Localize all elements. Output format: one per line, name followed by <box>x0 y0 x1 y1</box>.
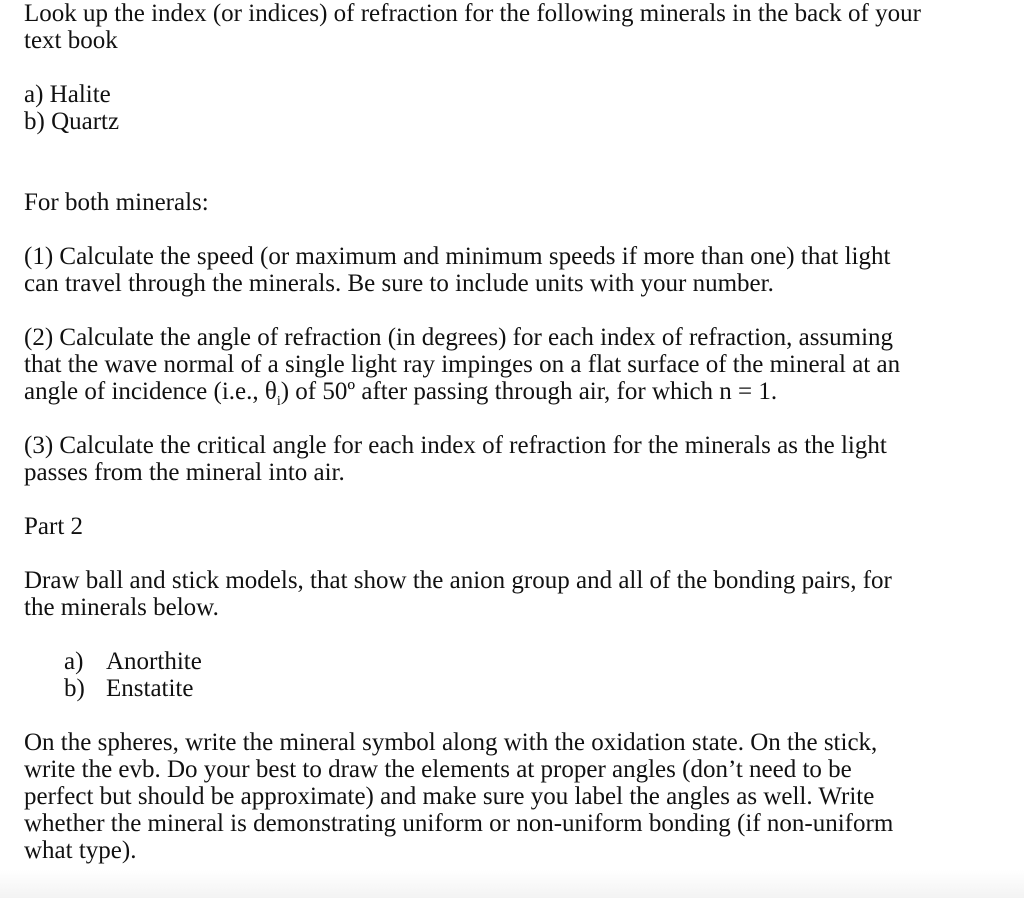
worksheet-document <box>24 0 1004 864</box>
mineral-name-enstatite: Enstatite <box>106 675 194 702</box>
question-3-line-1: (3) Calculate the critical angle for each index of refraction for the minerals as the light <box>24 432 887 459</box>
intro-paragraph <box>24 0 1004 54</box>
part2-instructions <box>24 567 1004 621</box>
question-3 <box>24 432 1004 486</box>
question-2-line-3 <box>24 378 1004 409</box>
question-1 <box>24 243 1004 297</box>
intro-line-2: text book <box>24 27 118 54</box>
part1-mineral-list <box>24 81 1004 135</box>
mineral-name-anorthite: Anorthite <box>106 648 202 675</box>
question-2-line-2: that the wave normal of a single light ray impinges on a flat surface of the mineral at an <box>24 351 901 378</box>
question-2-line-3-start: angle of incidence (i.e., θ <box>24 378 277 405</box>
both-minerals-heading <box>24 189 1004 216</box>
list-item-anorthite <box>64 648 1004 675</box>
both-minerals-heading-text: For both minerals: <box>24 189 209 216</box>
page-bottom-shadow <box>0 870 1024 898</box>
question-2 <box>24 324 1004 409</box>
final-instructions-line-4: whether the mineral is demonstrating uniform or non-uniform bonding (if non-uniform <box>24 810 894 837</box>
question-2-line-3-end: ) of 50º after passing through air, for which n = 1. <box>280 378 778 405</box>
final-instructions <box>24 729 1004 864</box>
mineral-item-halite: a) Halite <box>24 81 111 108</box>
final-instructions-line-3: perfect but should be approximate) and make sure you label the angles as well. Write <box>24 783 875 810</box>
list-item-enstatite <box>64 675 1004 702</box>
question-2-line-1: (2) Calculate the angle of refraction (in degrees) for each index of refraction, assuming <box>24 324 894 351</box>
part2-heading <box>24 513 1004 540</box>
part2-instructions-line-2: the minerals below. <box>24 594 219 621</box>
question-3-line-2: passes from the mineral into air. <box>24 459 345 486</box>
list-marker-b: b) <box>64 675 85 702</box>
theta-subscript: i <box>276 394 281 409</box>
question-1-line-1: (1) Calculate the speed (or maximum and minimum speeds if more than one) that light <box>24 243 891 270</box>
part2-heading-text: Part 2 <box>24 513 84 540</box>
part2-instructions-line-1: Draw ball and stick models, that show the anion group and all of the bonding pairs, for <box>24 567 892 594</box>
final-instructions-line-5: what type). <box>24 837 137 864</box>
intro-line-1: Look up the index (or indices) of refraction for the following minerals in the back of your <box>24 0 921 27</box>
question-1-line-2: can travel through the minerals. Be sure to include units with your number. <box>24 270 774 297</box>
mineral-item-quartz: b) Quartz <box>24 108 120 135</box>
final-instructions-line-1: On the spheres, write the mineral symbol along with the oxidation state. On the stick, <box>24 729 878 756</box>
final-instructions-line-2: write the evb. Do your best to draw the elements at proper angles (don’t need to be <box>24 756 852 783</box>
list-marker-a: a) <box>64 648 84 675</box>
part2-mineral-list <box>24 648 1004 702</box>
